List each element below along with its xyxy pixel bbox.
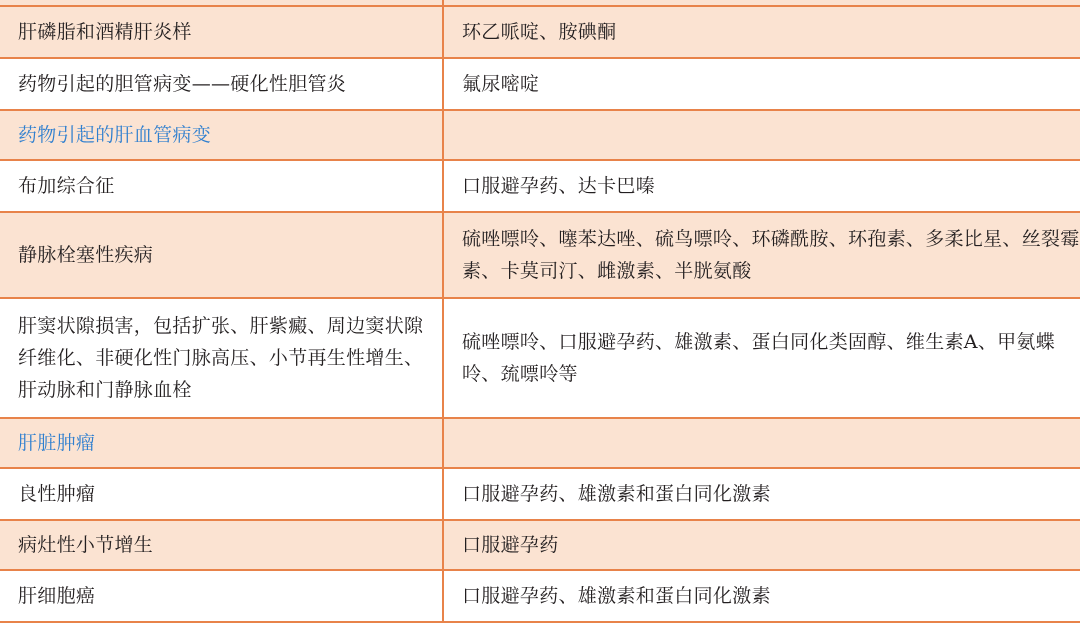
table-row <box>0 520 1080 570</box>
table-row <box>0 298 1080 418</box>
table-cell: 氟尿嘧啶 <box>443 58 1080 110</box>
table-cell: 布加综合征 <box>0 160 443 212</box>
table-cell: 肝窦状隙损害，包括扩张、肝紫癜、周边窦状隙纤维化、非硬化性门脉高压、小节再生性增生、肝动脉和门静脉血栓 <box>0 298 443 418</box>
table-cell: 环乙哌啶、胺碘酮 <box>443 6 1080 58</box>
table-cell: 口服避孕药、雄激素和蛋白同化激素 <box>443 468 1080 520</box>
table-row <box>0 160 1080 212</box>
table-cell: 药物引起的胆管病变——硬化性胆管炎 <box>0 58 443 110</box>
table-cell: 硫唑嘌呤、噻苯达唑、硫鸟嘌呤、环磷酰胺、环孢素、多柔比星、丝裂霉素、卡莫司汀、雌激素、半胱氨酸 <box>443 212 1080 298</box>
table-cell: 肝细胞癌 <box>0 570 443 622</box>
table-cell: 良性肿瘤 <box>0 468 443 520</box>
section-heading: 药物引起的肝血管病变 <box>0 110 443 160</box>
section-row <box>0 110 1080 160</box>
table-cell <box>443 418 1080 468</box>
section-heading: 肝脏肿瘤 <box>0 418 443 468</box>
table-cell <box>443 110 1080 160</box>
table-row <box>0 58 1080 110</box>
table-row <box>0 212 1080 298</box>
table-cell: 病灶性小节增生 <box>0 520 443 570</box>
table-row <box>0 468 1080 520</box>
table-cell: 口服避孕药 <box>443 520 1080 570</box>
table-cell: 口服避孕药、达卡巴嗪 <box>443 160 1080 212</box>
table-row <box>0 6 1080 58</box>
table-cell: 硫唑嘌呤、口服避孕药、雄激素、蛋白同化类固醇、维生素A、甲氨蝶呤、巯嘌呤等 <box>443 298 1080 418</box>
section-row <box>0 418 1080 468</box>
table-row <box>0 570 1080 622</box>
table-cell: 静脉栓塞性疾病 <box>0 212 443 298</box>
table-cell: 肝磷脂和酒精肝炎样 <box>0 6 443 58</box>
table-cell: 口服避孕药、雄激素和蛋白同化激素 <box>443 570 1080 622</box>
